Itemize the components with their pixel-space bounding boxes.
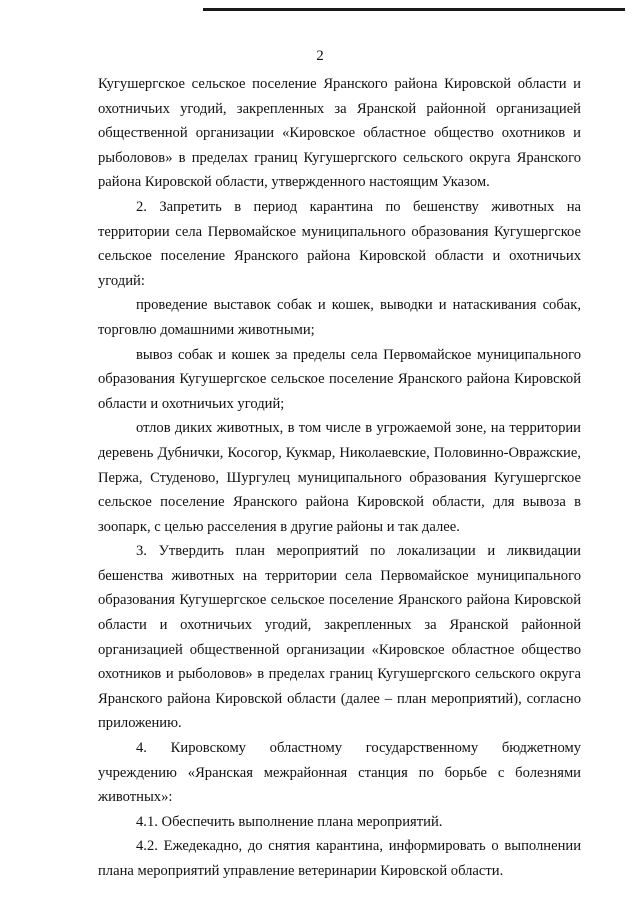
- paragraph-continuation: Кугушергское сельское поселение Яранского района Кировской области и охотничьих угодий, закрепленных за Яранской районной организацией общественной организации «Кировское областное общество охотников и рыболовов» в пределах границ Кугушергского сельского округа Яранского района Кировской области, утвержденного настоящим Указом.: [98, 76, 581, 191]
- document-body: [98, 72, 581, 884]
- paragraph-item-4-2: 4.2. Ежедекадно, до снятия карантина, информировать о выполнении плана мероприятий управление ветеринарии Кировской области.: [98, 838, 581, 879]
- top-rule: [203, 8, 625, 11]
- paragraph-item-2-exhibitions: проведение выставок собак и кошек, выводки и натаскивания собак, торговлю домашними животными;: [98, 297, 581, 338]
- paragraph-item-2-export: вывоз собак и кошек за пределы села Первомайское муниципального образования Кугушергское сельское поселение Яранского района Кировской области и охотничьих угодий;: [98, 346, 581, 412]
- paragraph-item-3: 3. Утвердить план мероприятий по локализации и ликвидации бешенства животных на территории села Первомайское муниципального образования Кугушергское сельское поселение Яранского района Кировской области и охотничьих угодий, закрепленных за Яранской районной организацией общественной организации «Кировское областное общество охотников и рыболовов» в пределах границ Кугушергского сельского округа Яранского района Кировской области (далее – план мероприятий), согласно приложению.: [98, 543, 581, 732]
- paragraph-item-2: 2. Запретить в период карантина по бешенству животных на территории села Первомайское муниципального образования Кугушергское сельское поселение Яранского района Кировской области и охотничьих угодий:: [98, 198, 581, 289]
- page-number: 2: [316, 48, 324, 64]
- paragraph-item-4: 4. Кировскому областному государственному бюджетному учреждению «Яранская межрайонная станция по борьбе с болезнями животных»:: [98, 740, 581, 806]
- paragraph-item-2-capture: отлов диких животных, в том числе в угрожаемой зоне, на территории деревень Дубнички, Косогор, Кукмар, Николаевские, Половинно-Овражские, Пержа, Студеново, Шургулец муниципального образования Кугушергское сельское поселение Яранского района Кировской области, для вывоза в зоопарк, с целью расселения в другие районы и так далее.: [98, 420, 581, 535]
- paragraph-item-4-1: 4.1. Обеспечить выполнение плана мероприятий.: [136, 813, 443, 830]
